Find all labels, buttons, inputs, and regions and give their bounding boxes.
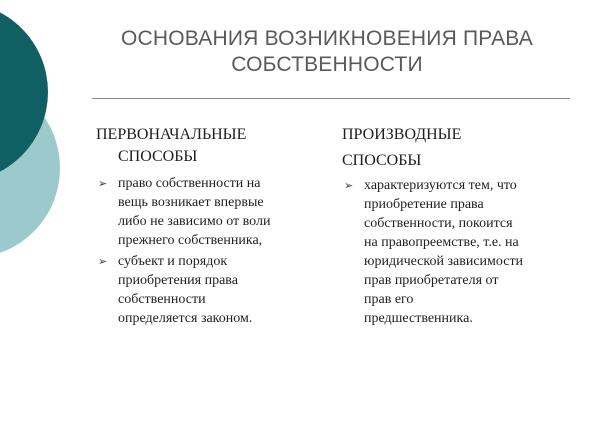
text-line: юридической зависимости [364, 254, 524, 269]
list-item [96, 174, 318, 250]
list-item-text [118, 174, 318, 250]
text-line: предшественника. [364, 311, 473, 326]
text-line: характеризуются тем, что [364, 178, 517, 193]
text-line: либо не зависимо от воли [118, 214, 271, 229]
list-item-text [118, 252, 318, 328]
title-divider [92, 98, 570, 99]
text-line: собственности [118, 292, 206, 307]
slide-title [92, 26, 562, 78]
heading-line-1: ПРОИЗВОДНЫЕ [342, 126, 462, 143]
heading-line-2: СПОСОБЫ [118, 148, 198, 165]
column-original-methods [96, 124, 318, 330]
arrow-bullet-icon: ➢ [98, 177, 108, 190]
text-line: субъект и порядок [118, 254, 228, 269]
heading-line-2: СПОСОБЫ [342, 152, 422, 169]
text-line: прав приобретателя от [364, 273, 499, 288]
list-item [96, 252, 318, 328]
title-line-1: ОСНОВАНИЯ ВОЗНИКНОВЕНИЯ ПРАВА [121, 27, 533, 50]
decorative-circles [0, 0, 80, 320]
title-line-2: СОБСТВЕННОСТИ [231, 53, 423, 76]
arrow-bullet-icon: ➢ [344, 179, 354, 192]
derivative-methods-list [342, 176, 574, 328]
text-line: прежнего собственника, [118, 233, 263, 248]
heading-line-1: ПЕРВОНАЧАЛЬНЫЕ [96, 126, 247, 143]
column-heading-original [96, 124, 318, 168]
text-line: прав его [364, 292, 414, 307]
list-item-text [364, 176, 574, 328]
text-line: приобретения права [118, 273, 238, 288]
text-line: на правопреемстве, т.е. на [364, 235, 519, 250]
column-derivative-methods [342, 124, 574, 330]
text-line: определяется законом. [118, 311, 253, 326]
text-line: приобретение права [364, 197, 484, 212]
text-line: собственности, покоится [364, 216, 513, 231]
column-heading-derivative [342, 124, 574, 172]
original-methods-list [96, 174, 318, 328]
text-line: вещь возникает впервые [118, 195, 264, 210]
arrow-bullet-icon: ➢ [98, 255, 108, 268]
text-line: право собственности на [118, 176, 261, 191]
list-item [342, 176, 574, 328]
